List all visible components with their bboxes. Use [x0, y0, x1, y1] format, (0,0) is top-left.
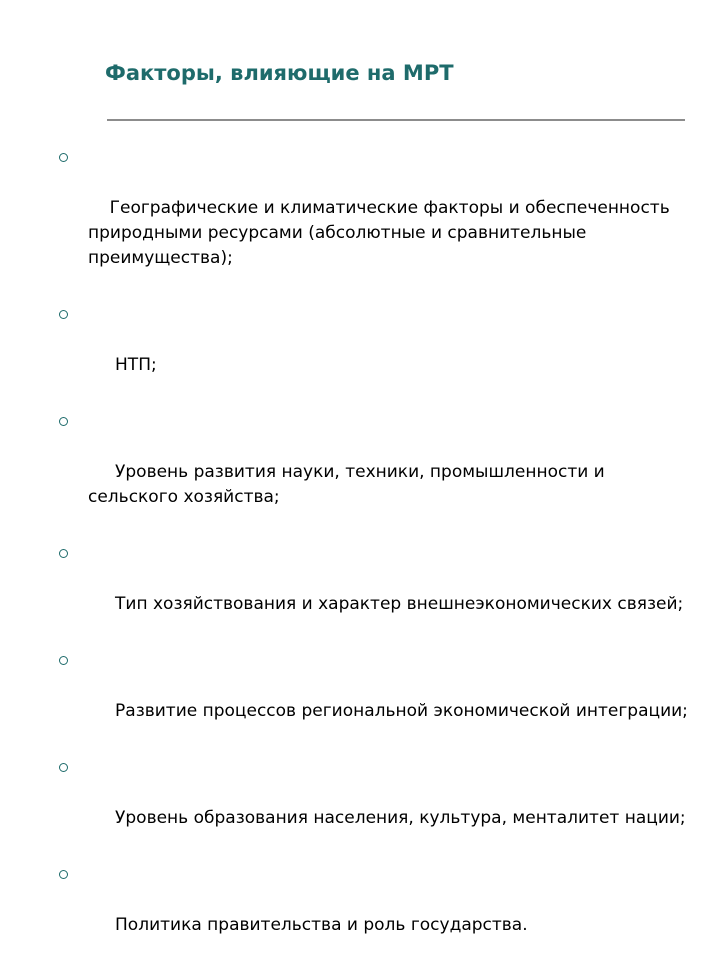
factor-list: [58, 146, 698, 970]
list-item-text: Развитие процессов региональной экономической интеграции;: [109, 701, 688, 721]
hollow-circle-bullet-icon: [59, 310, 68, 319]
list-item-text: Уровень развития науки, техники, промышленности и сельского хозяйства;: [88, 462, 611, 507]
list-item: [58, 649, 698, 749]
hollow-circle-bullet-icon: [59, 763, 68, 772]
list-item: [58, 542, 698, 642]
list-item: [58, 756, 698, 856]
list-item: [58, 146, 698, 296]
hollow-circle-bullet-icon: [59, 417, 68, 426]
list-item-text: Уровень образования населения, культура, менталитет нации;: [109, 808, 686, 828]
hollow-circle-bullet-icon: [59, 153, 68, 162]
hollow-circle-bullet-icon: [59, 870, 68, 879]
list-item-text: Политика правительства и роль государства.: [109, 915, 528, 935]
list-item-text: НТП;: [109, 355, 157, 375]
hollow-circle-bullet-icon: [59, 549, 68, 558]
list-item-text: Тип хозяйствования и характер внешнеэкономических связей;: [109, 594, 684, 614]
list-item: [58, 303, 698, 403]
slide-title: Факторы, влияющие на МРТ: [105, 61, 454, 85]
hollow-circle-bullet-icon: [59, 656, 68, 665]
list-item-text: Географические и климатические факторы и обеспеченность природными ресурсами (абсолютные и сравнительные преимущества);: [88, 198, 676, 268]
list-item: [58, 410, 698, 535]
list-item: [58, 863, 698, 963]
title-divider: [107, 119, 685, 121]
